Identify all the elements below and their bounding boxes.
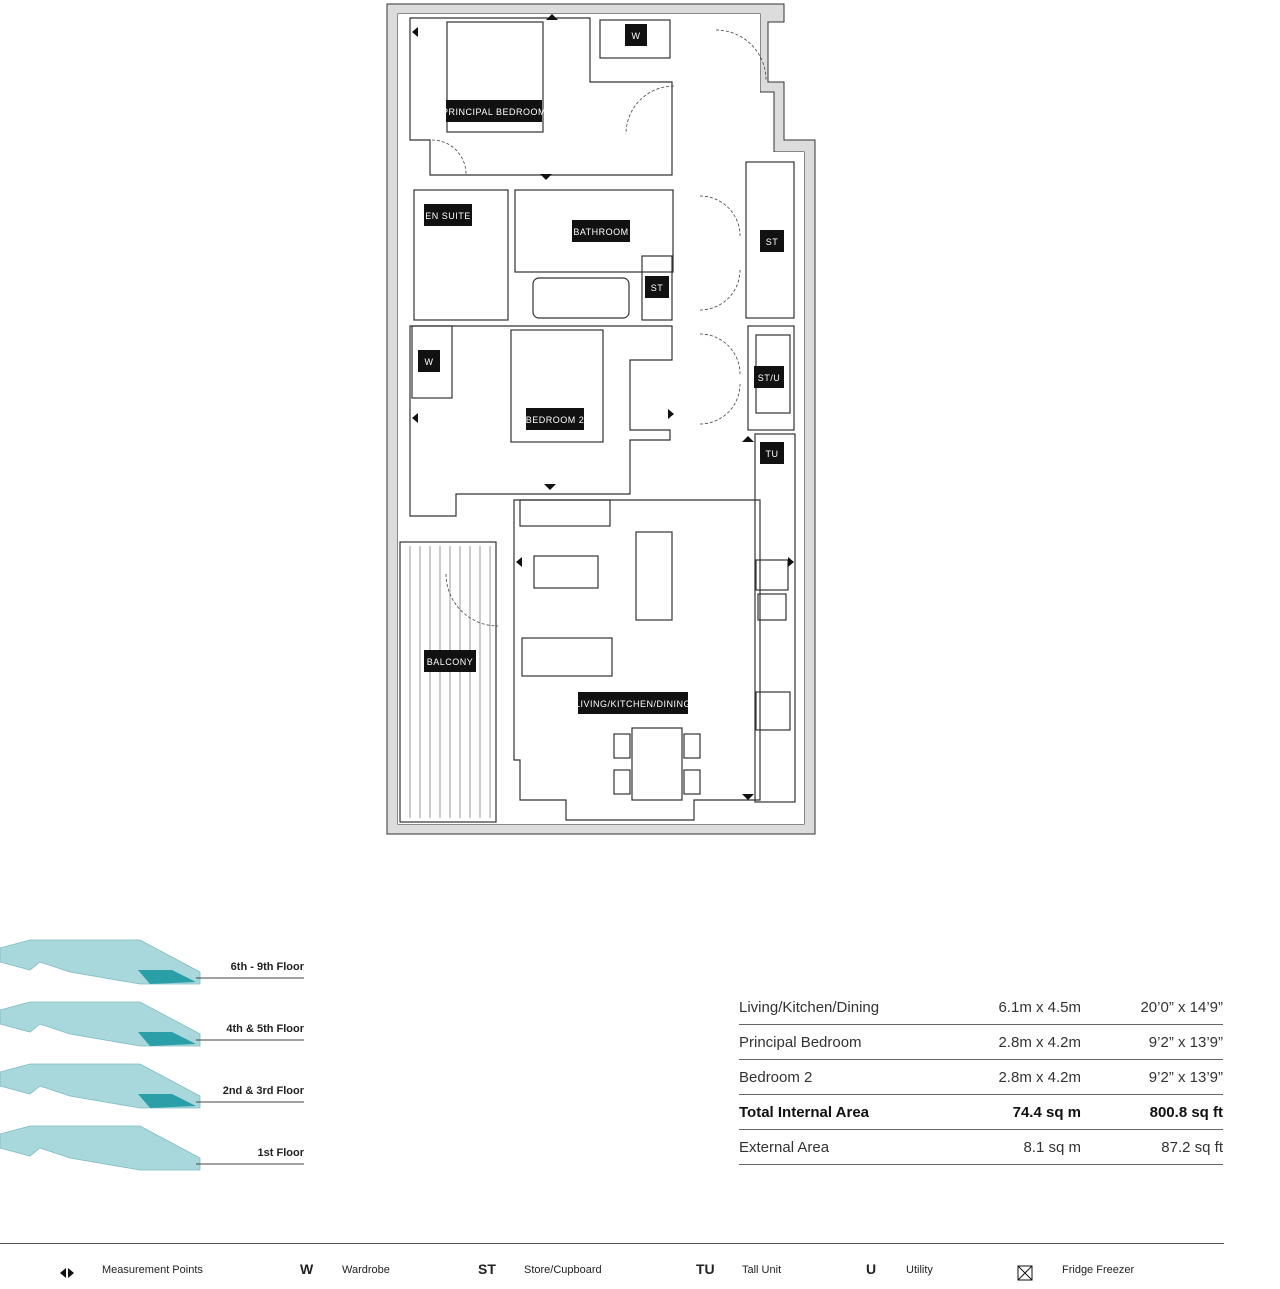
- label-store-1: ST: [765, 237, 779, 247]
- area-name: Principal Bedroom: [739, 1025, 971, 1060]
- legend-ff-label: Fridge Freezer: [1062, 1264, 1135, 1276]
- area-row: [739, 1025, 1223, 1060]
- label-wardrobe-2: W: [424, 357, 434, 367]
- area-metric: 74.4 sq m: [971, 1095, 1081, 1130]
- area-name: Bedroom 2: [739, 1060, 971, 1095]
- area-row: [739, 990, 1223, 1025]
- area-row: [739, 1060, 1223, 1095]
- floor-label-6-9: 6th - 9th Floor: [230, 961, 304, 973]
- label-en-suite: EN SUITE: [425, 211, 471, 221]
- legend-u-label: Utility: [906, 1264, 933, 1276]
- legend-w-key: W: [300, 1261, 314, 1277]
- area-imperial: 800.8 sq ft: [1081, 1095, 1223, 1130]
- legend-st-label: Store/Cupboard: [524, 1264, 602, 1276]
- label-store-2: ST: [650, 283, 664, 293]
- area-row-total: [739, 1095, 1223, 1130]
- label-wardrobe-1: W: [631, 31, 641, 41]
- floor-label-1: 1st Floor: [257, 1147, 304, 1159]
- area-name: Total Internal Area: [739, 1095, 971, 1130]
- area-metric: 2.8m x 4.2m: [971, 1025, 1081, 1060]
- legend-w-label: Wardrobe: [342, 1264, 390, 1276]
- area-metric: 6.1m x 4.5m: [971, 990, 1081, 1025]
- label-bedroom-2: BEDROOM 2: [525, 415, 585, 425]
- floor-label-2-3: 2nd & 3rd Floor: [222, 1085, 304, 1097]
- area-name: External Area: [739, 1130, 971, 1165]
- area-row: [739, 1130, 1223, 1165]
- legend: [0, 1243, 1224, 1289]
- legend-tu-label: Tall Unit: [742, 1264, 782, 1276]
- area-imperial: 20’0” x 14’9”: [1081, 990, 1223, 1025]
- label-living: LIVING/KITCHEN/DINING: [574, 699, 692, 709]
- legend-measurement: Measurement Points: [102, 1264, 203, 1276]
- label-bathroom: BATHROOM: [573, 227, 629, 237]
- area-imperial: 87.2 sq ft: [1081, 1130, 1223, 1165]
- area-imperial: 9’2” x 13’9”: [1081, 1060, 1223, 1095]
- floor-label-4-5: 4th & 5th Floor: [226, 1023, 304, 1035]
- building-stack: [0, 940, 304, 1170]
- area-imperial: 9’2” x 13’9”: [1081, 1025, 1223, 1060]
- label-balcony: BALCONY: [426, 657, 474, 667]
- legend-st-key: ST: [478, 1261, 496, 1277]
- area-metric: 2.8m x 4.2m: [971, 1060, 1081, 1095]
- legend-tu-key: TU: [696, 1261, 715, 1277]
- label-principal-bedroom: PRINCIPAL BEDROOM: [441, 107, 547, 117]
- label-store-utility: ST/U: [757, 373, 781, 383]
- area-table: [739, 990, 1223, 1165]
- legend-u-key: U: [866, 1261, 877, 1277]
- area-metric: 8.1 sq m: [971, 1130, 1081, 1165]
- label-tall-unit: TU: [765, 449, 779, 459]
- area-name: Living/Kitchen/Dining: [739, 990, 971, 1025]
